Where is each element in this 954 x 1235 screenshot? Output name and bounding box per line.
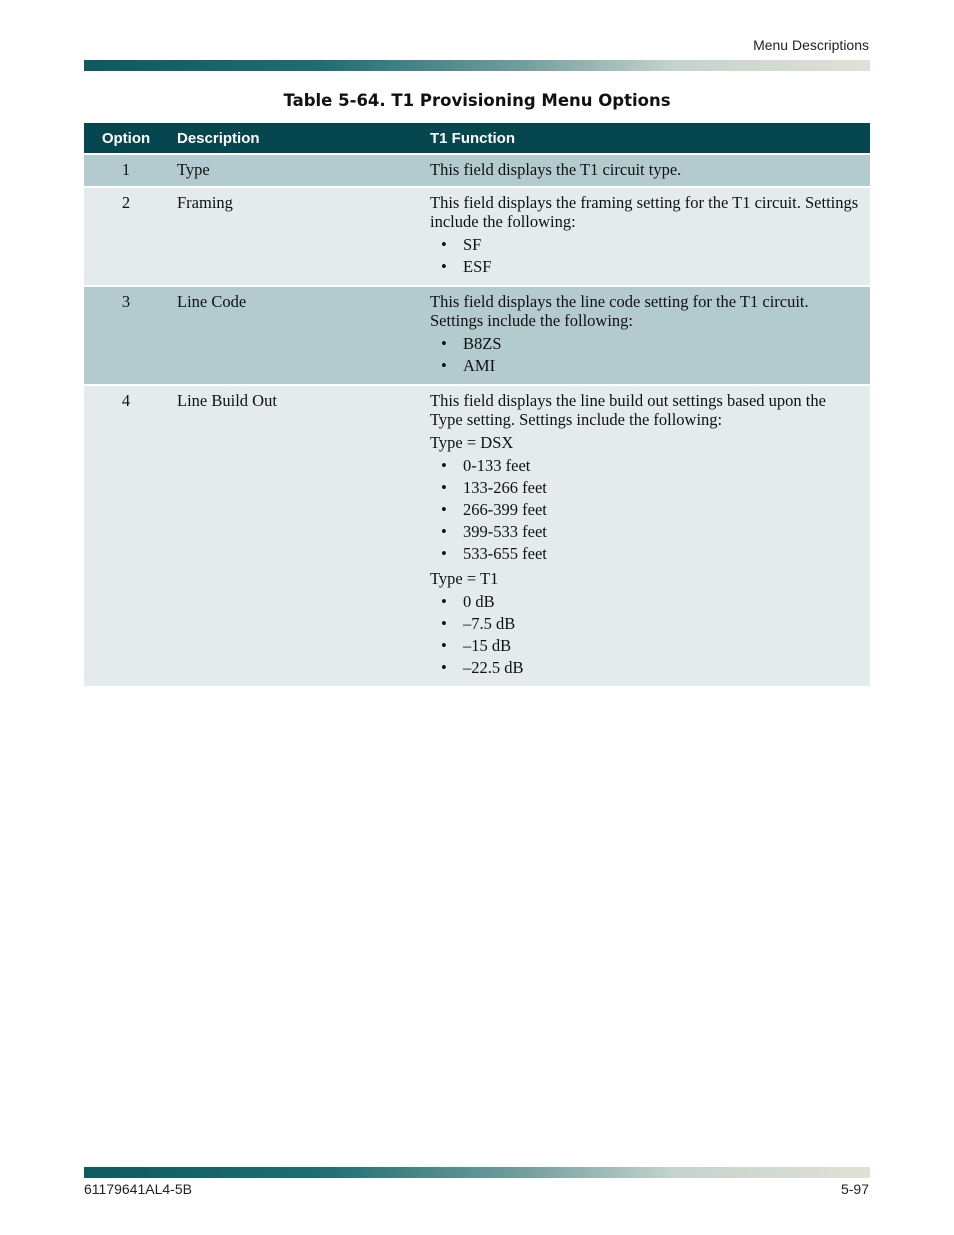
list-item: • 399-533 feet	[430, 521, 861, 543]
document-number: 61179641AL4-5B	[84, 1181, 192, 1197]
list-item: • 0 dB	[430, 591, 861, 613]
settings-list	[430, 234, 861, 278]
column-header-option: Option	[84, 123, 168, 154]
t1-settings-list	[430, 591, 861, 679]
table-row	[84, 385, 870, 686]
option-function	[421, 286, 870, 385]
function-text: This field displays the line build out settings based upon the Type setting. Settings include the following:	[430, 391, 826, 429]
type-dsx-label: Type = DSX	[430, 433, 514, 452]
list-item: • –7.5 dB	[430, 613, 861, 635]
header-rule	[84, 60, 870, 71]
list-item: • –15 dB	[430, 635, 861, 657]
page-number: 5-97	[840, 1181, 869, 1197]
dsx-settings-list	[430, 455, 861, 565]
option-number: 3	[84, 286, 168, 385]
settings-list	[430, 333, 861, 377]
column-header-function: T1 Function	[421, 123, 870, 154]
list-item: • AMI	[430, 355, 861, 377]
option-description: Line Code	[168, 286, 421, 385]
column-header-description: Description	[168, 123, 421, 154]
table-header-row	[84, 123, 870, 154]
running-header: Menu Descriptions	[753, 37, 869, 53]
list-item: • –22.5 dB	[430, 657, 861, 679]
option-function	[421, 385, 870, 686]
option-description: Framing	[168, 187, 421, 286]
footer-rule	[84, 1167, 870, 1178]
option-description: Type	[168, 154, 421, 187]
list-item: • B8ZS	[430, 333, 861, 355]
table-row	[84, 187, 870, 286]
option-number: 2	[84, 187, 168, 286]
list-item: • 533-655 feet	[430, 543, 861, 565]
option-number: 4	[84, 385, 168, 686]
function-text: This field displays the framing setting for the T1 circuit. Settings include the following:	[430, 193, 859, 231]
function-text: This field displays the T1 circuit type.	[430, 160, 682, 179]
function-text: This field displays the line code setting for the T1 circuit. Settings include the following:	[430, 292, 809, 330]
t1-provisioning-table	[84, 123, 870, 686]
list-item: • ESF	[430, 256, 861, 278]
table-title: Table 5-64. T1 Provisioning Menu Options	[283, 91, 671, 110]
option-description: Line Build Out	[168, 385, 421, 686]
list-item: • 266-399 feet	[430, 499, 861, 521]
type-t1-label: Type = T1	[430, 569, 499, 588]
list-item: • SF	[430, 234, 861, 256]
list-item: • 133-266 feet	[430, 477, 861, 499]
list-item: • 0-133 feet	[430, 455, 861, 477]
table-row	[84, 154, 870, 187]
option-function	[421, 187, 870, 286]
table-row	[84, 286, 870, 385]
option-function	[421, 154, 870, 187]
option-number: 1	[84, 154, 168, 187]
